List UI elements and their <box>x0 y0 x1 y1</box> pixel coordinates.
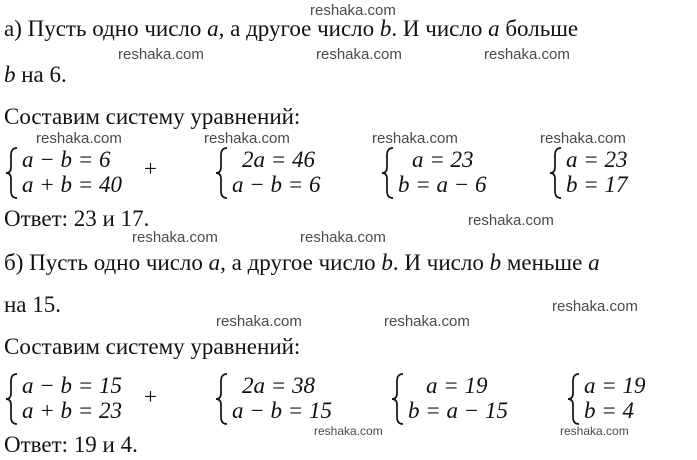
left-brace-icon <box>380 146 396 200</box>
watermark: reshaka.com <box>316 46 402 63</box>
left-brace-icon <box>4 372 20 426</box>
watermark: reshaka.com <box>540 130 626 147</box>
part-b-answer: Ответ: 19 и 4. <box>4 432 138 457</box>
watermark: reshaka.com <box>310 2 396 19</box>
equation: a = 19 <box>426 373 488 398</box>
equation-system <box>4 146 164 200</box>
left-brace-icon <box>548 146 564 200</box>
left-brace-icon <box>566 372 582 426</box>
equation: 2a = 38 <box>242 373 316 398</box>
left-brace-icon <box>214 372 230 426</box>
equation: b = a − 6 <box>398 172 487 197</box>
watermark: reshaka.com <box>468 212 554 229</box>
part-a-statement-line1: а) Пусть одно число a, а другое число b. И число a больше <box>4 16 579 41</box>
equation: a = 23 <box>412 147 474 172</box>
equation: b = a − 15 <box>408 398 509 423</box>
watermark: reshaka.com <box>552 298 638 315</box>
part-b-system-intro: Составим систему уравнений: <box>4 334 301 359</box>
equation: a + b = 40 <box>22 172 123 197</box>
part-a-system-intro: Составим систему уравнений: <box>4 104 301 129</box>
equation-system <box>214 146 354 200</box>
watermark: reshaka.com <box>300 229 386 246</box>
watermark: reshaka.com <box>372 130 458 147</box>
equation: a = 23 <box>566 147 628 172</box>
left-brace-icon <box>390 372 406 426</box>
equation-system <box>390 372 540 426</box>
watermark: reshaka.com <box>204 130 290 147</box>
equation: 2a = 46 <box>242 147 316 172</box>
part-b-statement-line1: б) Пусть одно число a, а другое число b. И число b меньше a <box>4 250 600 275</box>
equation-system <box>380 146 520 200</box>
equation: a − b = 6 <box>22 147 111 172</box>
watermark: reshaka.com <box>216 313 302 330</box>
part-b-statement-line2: на 15. <box>4 292 62 317</box>
watermark: reshaka.com <box>560 424 629 438</box>
left-brace-icon <box>214 146 230 200</box>
watermark: reshaka.com <box>314 424 383 438</box>
watermark: reshaka.com <box>36 130 122 147</box>
equation: a − b = 15 <box>232 398 333 423</box>
equation-system <box>214 372 364 426</box>
left-brace-icon <box>4 146 20 200</box>
watermark: reshaka.com <box>484 46 570 63</box>
watermark: reshaka.com <box>118 46 204 63</box>
equation: b = 4 <box>584 398 635 423</box>
equation-system <box>4 372 164 426</box>
part-a-statement-line2: b на 6. <box>4 62 67 87</box>
equation: b = 17 <box>566 172 628 197</box>
watermark: reshaka.com <box>132 229 218 246</box>
equation: a = 19 <box>584 373 646 398</box>
equation: a − b = 15 <box>22 373 123 398</box>
equation-system <box>566 372 676 426</box>
part-a-answer: Ответ: 23 и 17. <box>4 206 150 231</box>
equation-system <box>548 146 658 200</box>
equation: a + b = 23 <box>22 398 123 423</box>
plus-sign: + <box>144 384 157 409</box>
watermark: reshaka.com <box>384 313 470 330</box>
equation: a − b = 6 <box>232 172 321 197</box>
plus-sign: + <box>144 156 157 181</box>
